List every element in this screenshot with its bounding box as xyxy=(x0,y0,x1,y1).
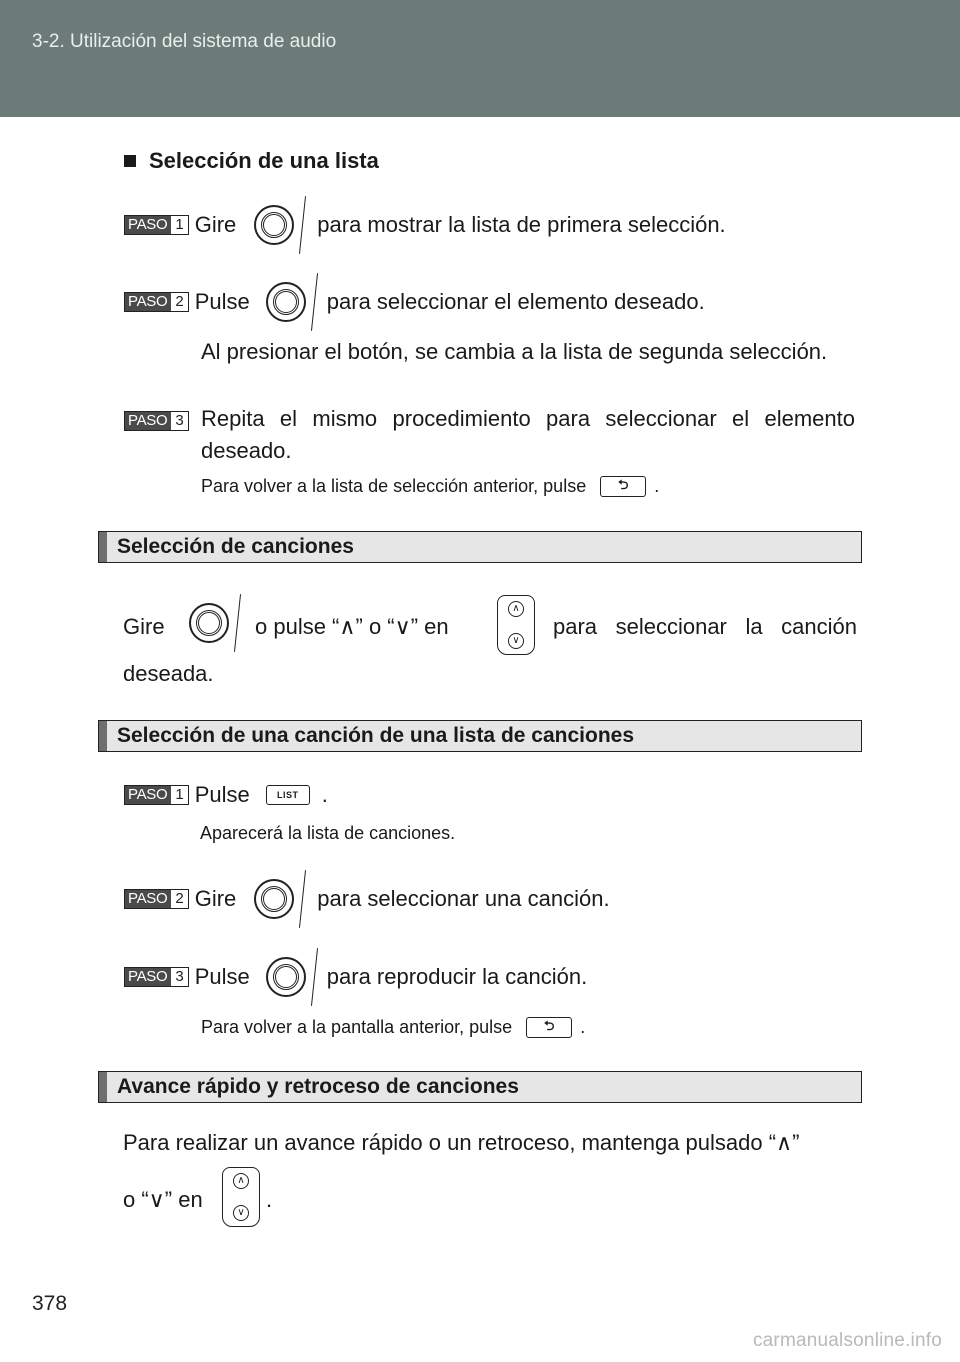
section-bar-song-list: Selección de una canción de una lista de canciones xyxy=(98,720,862,752)
page-number: 378 xyxy=(32,1292,68,1315)
fast-forward-line1: Para realizar un avance rápido o un retroceso, mantenga pulsado “∧” xyxy=(123,1130,800,1155)
step-badge: PASO 1 xyxy=(124,215,189,235)
seek-rocker-icon: ∧ ∨ xyxy=(497,595,535,655)
section-bar-song-selection: Selección de canciones xyxy=(98,531,862,563)
song-sel-o-pulse: o pulse “∧” o “∨” en xyxy=(255,614,449,639)
step-row-2: PASO 2 Pulse para seleccionar el elemento deseado. xyxy=(124,273,705,331)
tune-knob-icon xyxy=(254,196,303,254)
song-list-step-2: PASO 2 Gire para seleccionar una canción. xyxy=(124,870,610,928)
step-badge: PASO 2 xyxy=(124,889,189,909)
song-sel-gire: Gire xyxy=(123,614,165,639)
list-button-icon: LIST xyxy=(266,785,310,805)
fast-forward-line2b: . xyxy=(266,1187,273,1212)
step-badge: PASO 3 xyxy=(124,967,189,987)
song-list-step-1: PASO 1 Pulse LIST . xyxy=(124,782,328,808)
song-list-step1-note: Aparecerá la lista de canciones. xyxy=(200,823,456,843)
tune-knob-icon xyxy=(189,594,238,652)
step3-text: Repita el mismo procedimiento para seleccionar el elemento deseado. xyxy=(201,406,855,463)
back-button-icon: ⮌ xyxy=(526,1017,572,1038)
fast-forward-line2a: o “∨” en xyxy=(123,1187,203,1212)
bullet-square-icon xyxy=(124,155,136,167)
seek-rocker-icon: ∧ ∨ xyxy=(222,1167,260,1227)
back-note-1: Para volver a la lista de selección anterior, pulse ⮌ . xyxy=(201,476,660,496)
section-bar-fast-forward: Avance rápido y retroceso de canciones xyxy=(98,1071,862,1103)
tune-knob-icon xyxy=(254,870,303,928)
step2-note: Al presionar el botón, se cambia a la lista de segunda selección. xyxy=(201,339,828,364)
section-header-title: 3-2. Utilización del sistema de audio xyxy=(32,31,337,52)
song-list-step-3: PASO 3 Pulse para reproducir la canción. xyxy=(124,948,587,1006)
back-note-2: Para volver a la pantalla anterior, pulse ⮌ . xyxy=(201,1017,586,1037)
step-badge: PASO 3 xyxy=(124,411,189,431)
step-row-3 xyxy=(124,405,195,431)
step-badge: PASO 1 xyxy=(124,785,189,805)
song-sel-end: deseada. xyxy=(123,661,214,686)
tune-knob-icon xyxy=(266,273,315,331)
watermark: carmanualsonline.info xyxy=(752,1330,942,1351)
subsection-title-list: Selección de una lista xyxy=(124,148,379,174)
step-badge: PASO 2 xyxy=(124,292,189,312)
tune-knob-icon xyxy=(266,948,315,1006)
song-sel-rest: para seleccionar la canción xyxy=(553,614,857,639)
back-button-icon: ⮌ xyxy=(600,476,646,497)
step-row-1: PASO 1 Gire para mostrar la lista de primera selección. xyxy=(124,196,726,254)
header-band xyxy=(0,0,960,117)
